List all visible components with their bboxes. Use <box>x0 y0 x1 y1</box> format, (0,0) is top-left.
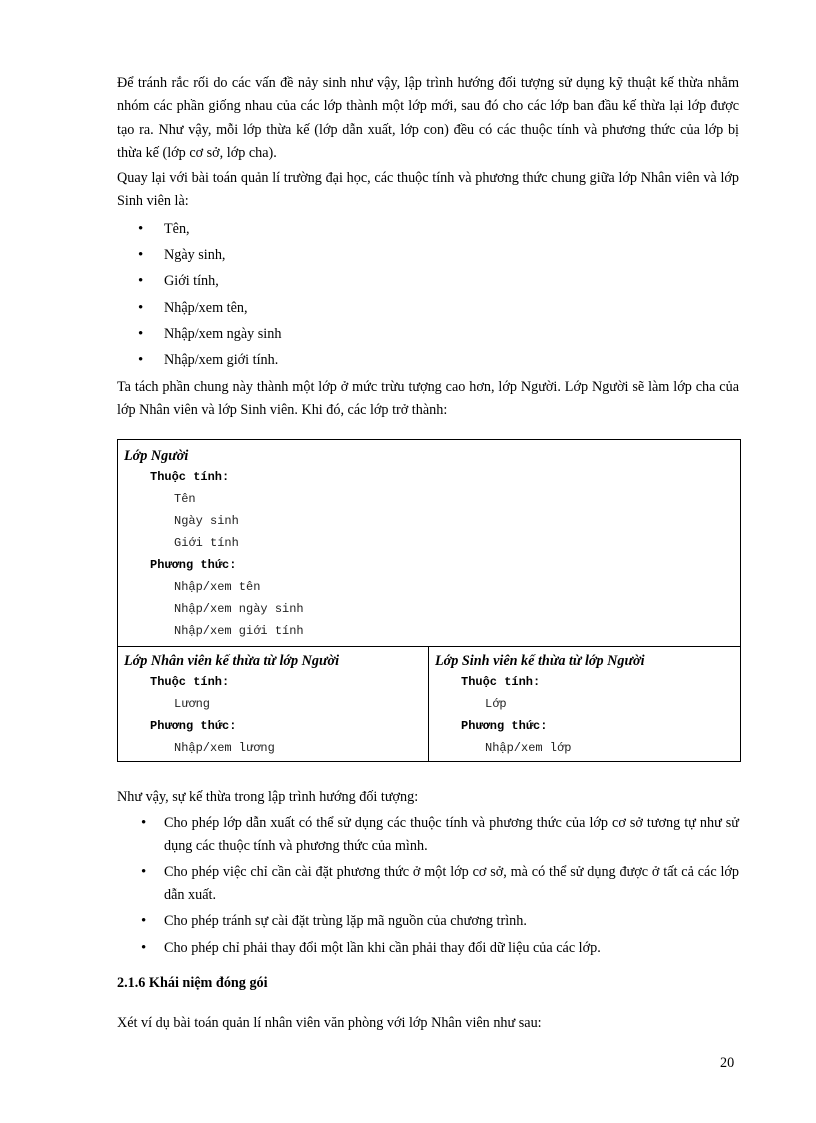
employee-class-title: Lớp Nhân viên kế thừa từ lớp Người <box>124 653 340 670</box>
list-item: • Cho phép việc chỉ cần cài đặt phương thức ở một lớp cơ sở, mà có thể sử dụng được ở tất cả các lớp dẫn xuất. <box>117 861 739 906</box>
methods-label: Phương thức: <box>150 719 237 734</box>
paragraph-common-members: Quay lại với bài toán quản lí trường đại học, các thuộc tính và phương thức chung giữa lớp Nhân viên và lớp Sinh viên là: <box>117 170 739 210</box>
method-item: Nhập/xem lớp <box>485 741 572 756</box>
methods-label: Phương thức: <box>461 719 548 734</box>
list-item: • Cho phép lớp dẫn xuất có thể sử dụng các thuộc tính và phương thức của lớp cơ sở tương tự như sử dụng các thuộc tính và phương thức của mình. <box>117 812 739 857</box>
common-members-list <box>117 216 739 374</box>
list-item: • Cho phép tránh sự cài đặt trùng lặp mã nguồn của chương trình. <box>117 910 739 933</box>
paragraph-inheritance-intro: Để tránh rắc rối do các vấn đề nảy sinh như vậy, lập trình hướng đối tượng sử dụng kỹ thuật kế thừa nhằm nhóm các phần giống nhau của các lớp thành một lớp mới, sau đó cho các lớp ban đầu kế thừa lại lớp được tạo ra. Như vậy, mỗi lớp thừa kế (lớp dẫn xuất, lớp con) đều có các thuộc tính và phương thức của lớp bị thừa kế (lớp cơ sở, lớp cha). <box>117 75 739 161</box>
list-item: • Nhập/xem tên, <box>117 295 739 321</box>
method-item: Nhập/xem lương <box>174 741 275 756</box>
student-class-cell <box>429 647 741 762</box>
parent-class-cell <box>118 440 741 647</box>
paragraph-inheritance-summary: Như vậy, sự kế thừa trong lập trình hướng đối tượng: <box>117 789 419 806</box>
method-item: Nhập/xem ngày sinh <box>174 602 304 617</box>
class-hierarchy-table <box>117 439 741 762</box>
attributes-label: Thuộc tính: <box>150 675 230 690</box>
parent-class-title: Lớp Người <box>124 448 189 465</box>
paragraph-parent-class: Ta tách phần chung này thành một lớp ở mức trừu tượng cao hơn, lớp Người. Lớp Người sẽ làm lớp cha của lớp Nhân viên và lớp Sinh viên. Khi đó, các lớp trở thành: <box>117 378 739 418</box>
attributes-label: Thuộc tính: <box>150 470 230 485</box>
student-class-title: Lớp Sinh viên kế thừa từ lớp Người <box>435 653 645 670</box>
attribute-item: Tên <box>174 492 196 507</box>
paragraph-encapsulation-example: Xét ví dụ bài toán quản lí nhân viên văn phòng với lớp Nhân viên như sau: <box>117 1015 542 1032</box>
page-number: 20 <box>720 1055 735 1071</box>
list-item: • Nhập/xem giới tính. <box>117 347 739 373</box>
attribute-item: Lương <box>174 697 211 712</box>
method-item: Nhập/xem tên <box>174 580 261 595</box>
attributes-label: Thuộc tính: <box>461 675 541 690</box>
page-content <box>117 72 739 1036</box>
list-item: • Cho phép chỉ phải thay đổi một lần khi cần phải thay đổi dữ liệu của các lớp. <box>117 937 739 960</box>
methods-label: Phương thức: <box>150 558 237 573</box>
list-item: • Ngày sinh, <box>117 242 739 268</box>
method-item: Nhập/xem giới tính <box>174 624 304 639</box>
employee-class-cell <box>118 647 429 762</box>
attribute-item: Ngày sinh <box>174 514 239 529</box>
section-heading: 2.1.6 Khái niệm đóng gói <box>117 975 268 992</box>
attribute-item: Lớp <box>485 697 507 712</box>
list-item: • Tên, <box>117 216 739 242</box>
list-item: • Giới tính, <box>117 268 739 294</box>
inheritance-benefits-list <box>117 812 739 959</box>
list-item: • Nhập/xem ngày sinh <box>117 321 739 347</box>
attribute-item: Giới tính <box>174 536 239 551</box>
